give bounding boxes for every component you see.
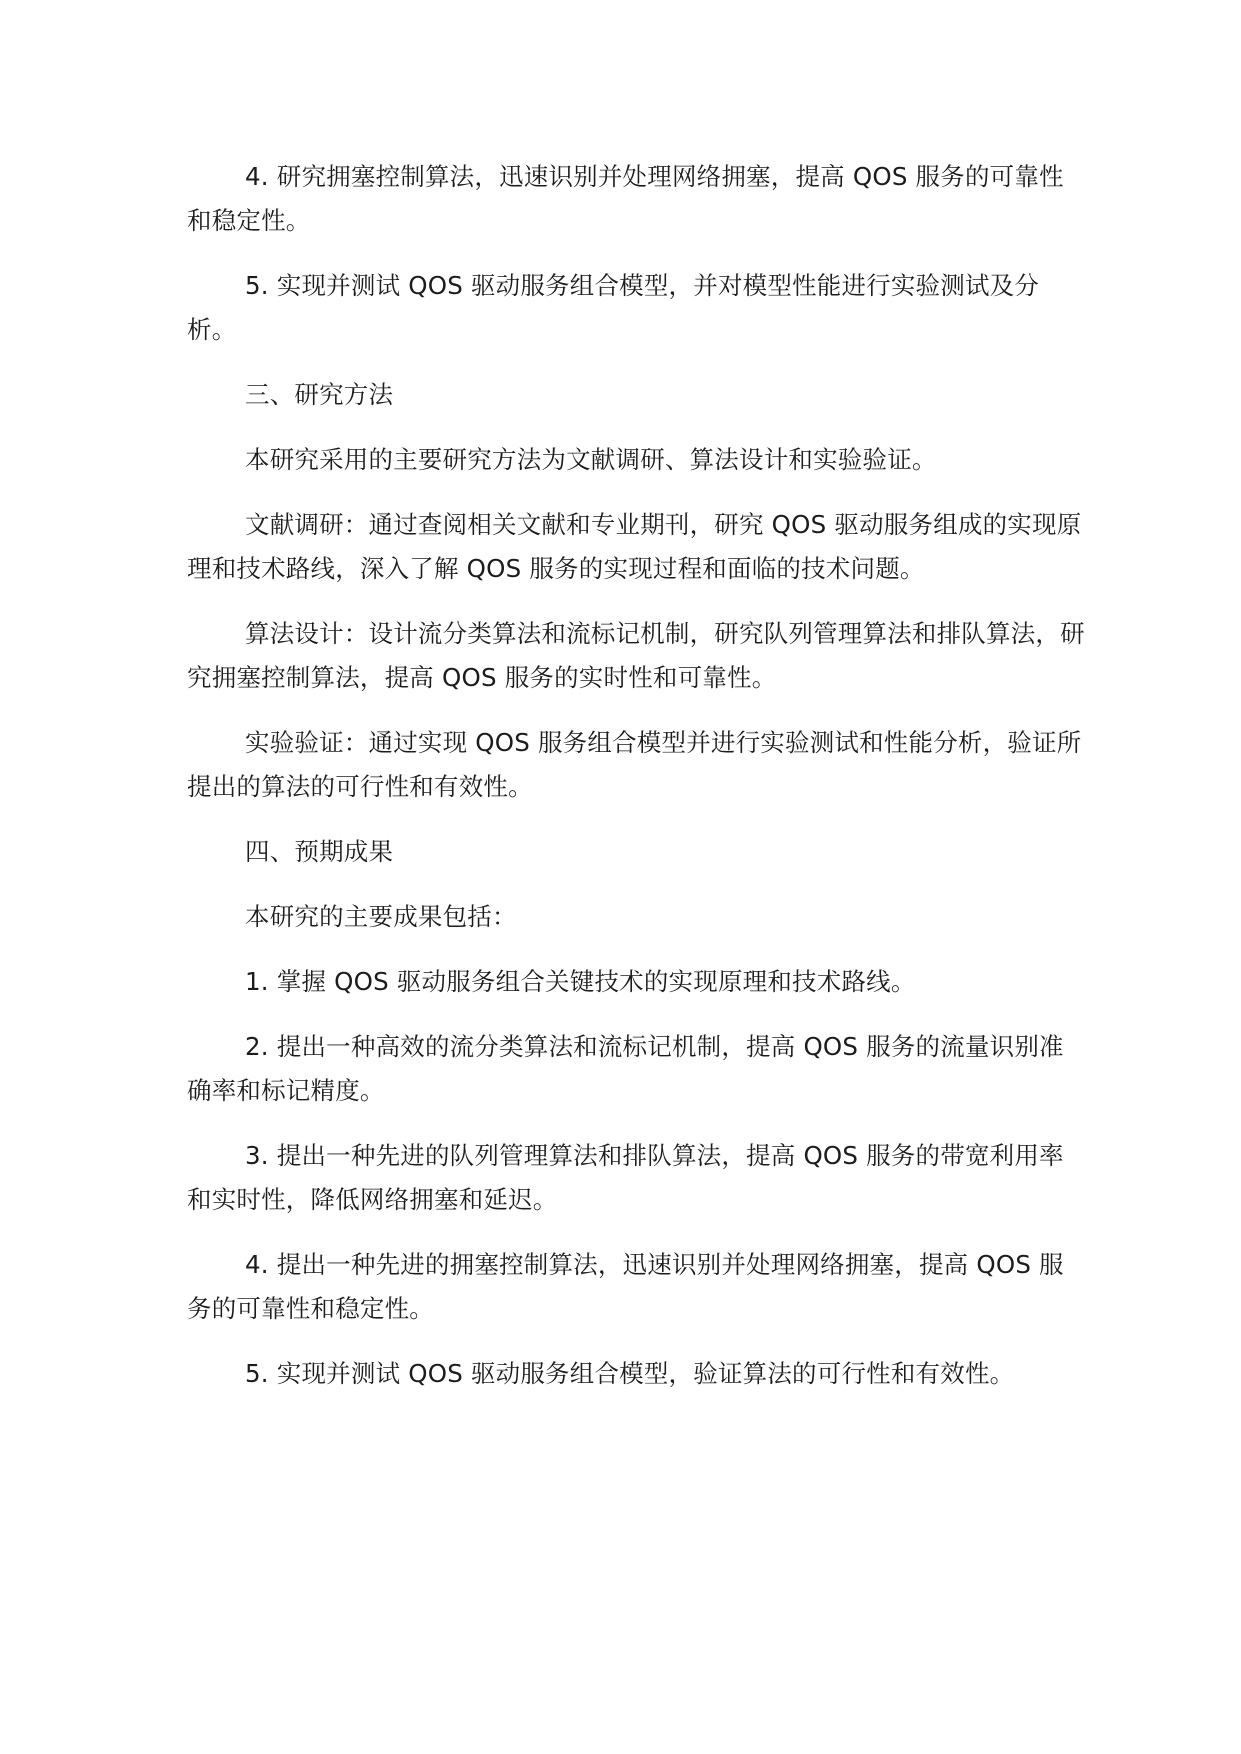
list-item-expected-result-2: 2. 提出一种高效的流分类算法和流标记机制，提高 QOS 服务的流量识别准确率和标记精度。: [187, 1032, 1064, 1105]
list-item-expected-result-3: 3. 提出一种先进的队列管理算法和排队算法，提高 QOS 服务的带宽利用率和实时性，降低网络拥塞和延迟。: [187, 1141, 1064, 1214]
section-heading-research-methods: 三、研究方法: [245, 380, 394, 409]
list-item-research-content-5: 5. 实现并测试 QOS 驱动服务组合模型，并对模型性能进行实验测试及分析。: [187, 271, 1040, 344]
document-body: [187, 155, 1087, 1417]
list-item-expected-result-5: 5. 实现并测试 QOS 驱动服务组合模型，验证算法的可行性和有效性。: [245, 1359, 1015, 1388]
paragraph-results-intro: 本研究的主要成果包括：: [245, 902, 517, 931]
list-item-expected-result-1: 1. 掌握 QOS 驱动服务组合关键技术的实现原理和技术路线。: [245, 967, 916, 996]
list-item-expected-result-4: 4. 提出一种先进的拥塞控制算法，迅速识别并处理网络拥塞，提高 QOS 服务的可靠性和稳定性。: [187, 1250, 1064, 1323]
section-heading-expected-results: 四、预期成果: [245, 837, 394, 866]
paragraph-literature-review: 文献调研：通过查阅相关文献和专业期刊，研究 QOS 驱动服务组成的实现原理和技术路线，深入了解 QOS 服务的实现过程和面临的技术问题。: [187, 510, 1082, 583]
paragraph-methods-overview: 本研究采用的主要研究方法为文献调研、算法设计和实验验证。: [245, 445, 937, 474]
paragraph-experimental-validation: 实验验证：通过实现 QOS 服务组合模型并进行实验测试和性能分析，验证所提出的算法的可行性和有效性。: [187, 728, 1082, 801]
list-item-research-content-4: 4. 研究拥塞控制算法，迅速识别并处理网络拥塞，提高 QOS 服务的可靠性和稳定性。: [187, 162, 1064, 235]
paragraph-algorithm-design: 算法设计：设计流分类算法和流标记机制，研究队列管理算法和排队算法，研究拥塞控制算法，提高 QOS 服务的实时性和可靠性。: [187, 619, 1085, 692]
